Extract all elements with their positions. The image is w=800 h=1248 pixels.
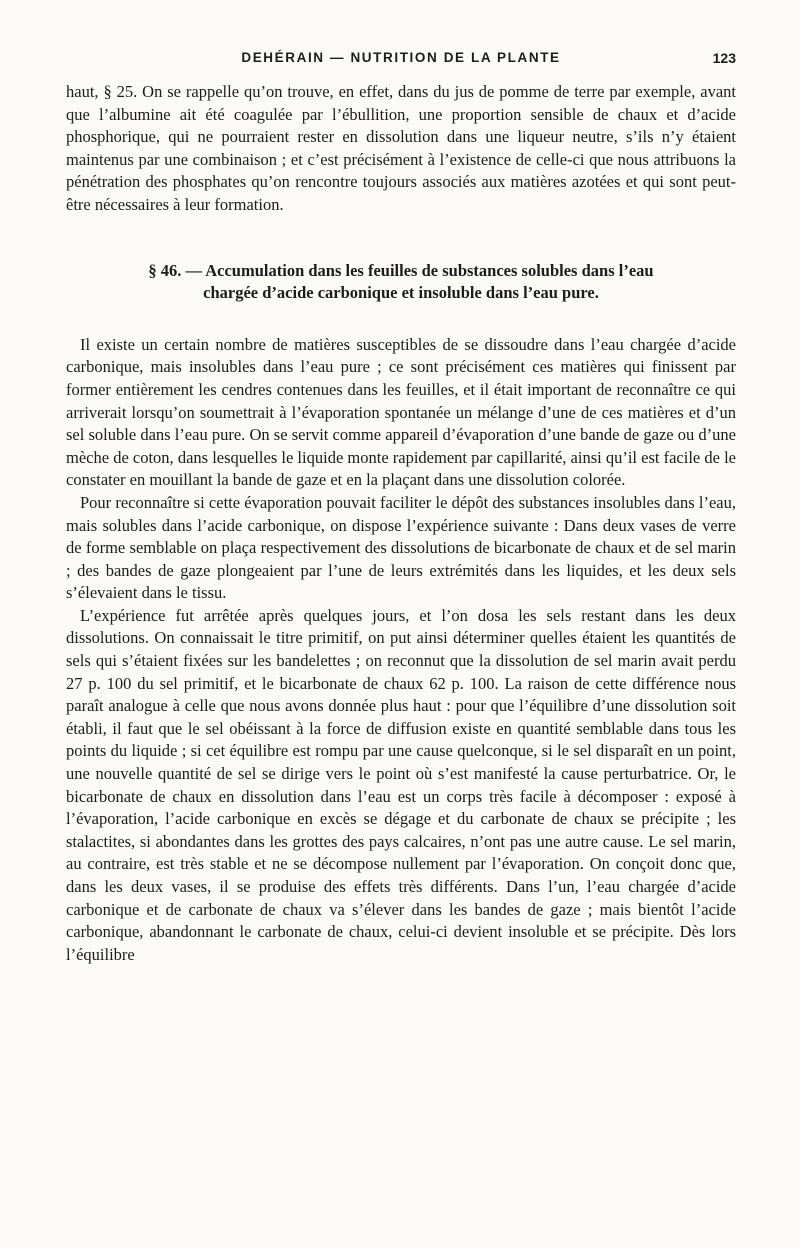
running-header xyxy=(66,50,736,72)
body-text xyxy=(66,81,736,966)
paragraph: L’expérience fut arrêtée après quelques jours, et l’on dosa les sels restant dans les deux dissolutions. On connaissait le titre primitif, on put ainsi déterminer quelles étaient les quantités de sels qui s’étaient fixées sur les bandelettes ; on reconnut que la dissolution de sel marin avait perdu 27 p. 100 du sel primitif, et le bicarbonate de chaux 62 p. 100. La raison de cette différence nous paraît analogue à celle que nous avons donnée plus haut : pour que l’équilibre d’une dissolution soit établi, il faut que le sel obéissant à la force de diffusion existe en quantité semblable dans tous les points du liquide ; si cet équilibre est rompu par une cause quelconque, si le sel disparaît en un point, une nouvelle quantité de sel se dirige vers le point où s’est manifesté la cause perturbatrice. Or, le bicarbonate de chaux en dissolution dans l’eau est un corps très facile à décomposer : exposé à l’évaporation, l’acide carbonique en excès se dégage et du carbonate de chaux se précipite ; les stalactites, si abondantes dans les grottes des pays calcaires, n’ont pas une autre cause. Le sel marin, au contraire, est très stable et ne se décompose nullement par l’évaporation. On conçoit donc que, dans les deux vases, il se produise des effets très différents. Dans l’un, l’eau chargée d’acide carbonique et de carbonate de chaux va s’élever dans les bandes de gaze ; mais bientôt l’acide carbonique, abandonnant le carbonate de chaux, celui-ci devient insoluble et se précipite. Dès lors l’équilibre xyxy=(66,605,736,964)
section-heading-line-2: chargée d’acide carbonique et insoluble dans l’eau pure. xyxy=(203,283,599,303)
section-heading xyxy=(66,260,736,305)
paragraph: Pour reconnaître si cette évaporation pouvait faciliter le dépôt des substances insolubles dans l’eau, mais solubles dans l’acide carbonique, on dispose l’expérience suivante : Dans deux vases de verre de forme semblable on plaça respectivement des dissolutions de bicarbonate de chaux et de sel marin ; des bandes de gaze plongeaient par l’une de leurs extrémités dans les liquides, et les deux sels s’élevaient dans le tissu. xyxy=(66,492,736,603)
paragraph-continued: haut, § 25. On se rappelle qu’on trouve, en effet, dans du jus de pomme de terre par exemple, avant que l’albumine ait été coagulée par l’ébullition, une proportion sensible de chaux et d’acide phosphorique, qui ne pourraient rester en dissolution dans une liqueur neutre, s’ils n’y étaient maintenus par une combinaison ; et c’est précisément à l’existence de celle-ci que nous attribuons la pénétration des phosphates qu’on rencontre toujours associés aux matières azotées et qui sont peut-être nécessaires à leur formation. xyxy=(66,82,736,214)
running-title: DEHÉRAIN — NUTRITION DE LA PLANTE xyxy=(241,50,561,65)
paragraph: Il existe un certain nombre de matières susceptibles de se dissoudre dans l’eau chargée d’acide carbonique, mais insolubles dans l’eau pure ; ce sont précisément ces matières qui finissent par former entièrement les cendres contenues dans les feuilles, et il était important de reconnaître ce qui arriverait lorsqu’on soumettrait à l’évaporation spontanée un mélange d’une de ces matières et d’un sel soluble dans l’eau pure. On se servit comme appareil d’évaporation d’une bande de gaze ou d’une mèche de coton, dans lesquelles le liquide monte rapidement par capillarité, ainsi qu’il est facile de le constater en mouillant la bande de gaze et en la plaçant dans une dissolution colorée. xyxy=(66,334,736,490)
section-heading-line-1: § 46. — Accumulation dans les feuilles de substances solubles dans l’eau xyxy=(148,260,654,280)
page-number: 123 xyxy=(712,50,736,66)
